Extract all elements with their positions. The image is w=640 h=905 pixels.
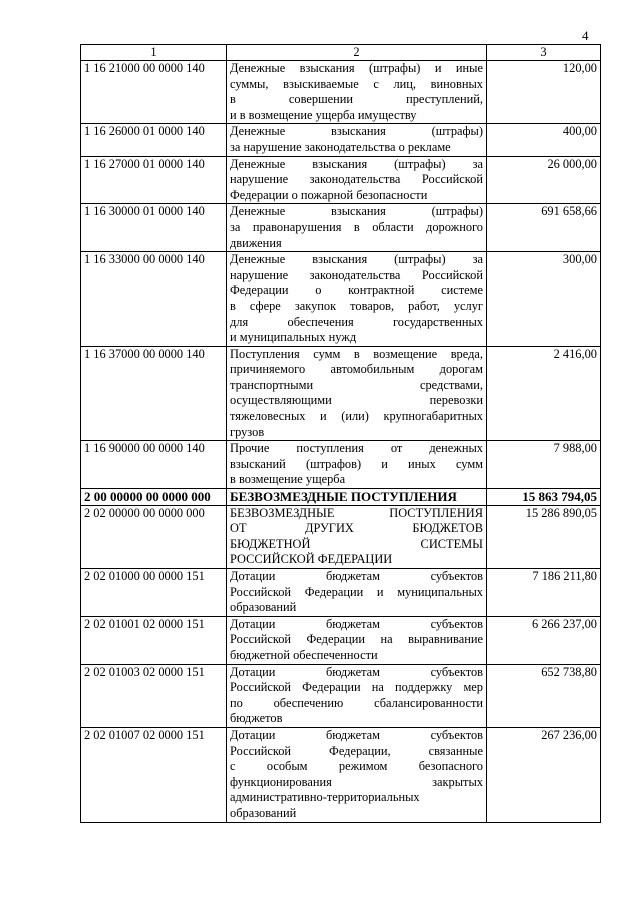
row-amount: 691 658,66 bbox=[487, 204, 601, 252]
description-line: БЕЗВОЗМЕЗДНЫЕ ПОСТУПЛЕНИЯ bbox=[230, 489, 457, 505]
row-description bbox=[227, 441, 487, 489]
description-line: административно-территориальных bbox=[230, 790, 420, 805]
description-line: за правонарушения в области дорожного bbox=[230, 219, 483, 234]
row-code: 1 16 90000 00 0000 140 bbox=[81, 441, 227, 489]
description-line: суммы, взыскиваемые с лиц, виновных bbox=[230, 76, 483, 91]
table-row bbox=[81, 61, 601, 124]
table-row bbox=[81, 505, 601, 568]
description-line: Федерации о контрактной системе bbox=[230, 283, 483, 298]
row-amount: 300,00 bbox=[487, 252, 601, 347]
row-code: 2 02 01000 00 0000 151 bbox=[81, 569, 227, 617]
table-row bbox=[81, 346, 601, 441]
description-line: с особым режимом безопасного bbox=[230, 759, 483, 774]
description-line: Российской Федерации и муниципальных bbox=[230, 584, 483, 599]
row-code: 1 16 33000 00 0000 140 bbox=[81, 252, 227, 347]
description-line: по обеспечению сбалансированности bbox=[230, 695, 483, 710]
row-code: 2 02 01007 02 0000 151 bbox=[81, 727, 227, 822]
description-line: Дотации бюджетам субъектов bbox=[230, 727, 483, 742]
row-description bbox=[227, 489, 487, 506]
description-line: функционирования закрытых bbox=[230, 774, 483, 789]
description-line: БЕЗВОЗМЕЗДНЫЕ ПОСТУПЛЕНИЯ bbox=[230, 505, 483, 520]
description-line: тяжеловесных и (или) крупногабаритных bbox=[230, 409, 483, 424]
row-amount: 15 863 794,05 bbox=[487, 489, 601, 506]
description-line: в возмещение ущерба bbox=[230, 472, 346, 487]
header-col-1: 1 bbox=[81, 45, 227, 61]
description-line: Дотации бюджетам субъектов bbox=[230, 664, 483, 679]
row-amount: 652 738,80 bbox=[487, 664, 601, 727]
description-line: Российской Федерации на поддержку мер bbox=[230, 680, 483, 695]
row-description bbox=[227, 124, 487, 156]
row-description bbox=[227, 569, 487, 617]
description-line: бюджетов bbox=[230, 711, 283, 726]
table-row bbox=[81, 441, 601, 489]
row-description bbox=[227, 61, 487, 124]
description-line: Прочие поступления от денежных bbox=[230, 441, 483, 456]
description-line: Денежные взыскания (штрафы) bbox=[230, 204, 483, 219]
row-code: 1 16 26000 01 0000 140 bbox=[81, 124, 227, 156]
description-line: и в возмещение ущерба имуществу bbox=[230, 107, 417, 122]
description-line: бюджетной обеспеченности bbox=[230, 647, 378, 662]
description-line: нарушение законодательства Российской bbox=[230, 172, 483, 187]
row-description bbox=[227, 156, 487, 204]
row-description bbox=[227, 204, 487, 252]
description-line: для обеспечения государственных bbox=[230, 314, 483, 329]
row-description bbox=[227, 346, 487, 441]
description-line: грузов bbox=[230, 424, 265, 439]
description-line: Дотации бюджетам субъектов bbox=[230, 616, 483, 631]
row-amount: 26 000,00 bbox=[487, 156, 601, 204]
header-col-3: 3 bbox=[487, 45, 601, 61]
header-col-2: 2 bbox=[227, 45, 487, 61]
row-amount: 7 186 211,80 bbox=[487, 569, 601, 617]
table-row bbox=[81, 156, 601, 204]
description-line: и муниципальных нужд bbox=[230, 330, 357, 345]
description-line: транспортными средствами, bbox=[230, 377, 483, 392]
row-description bbox=[227, 252, 487, 347]
description-line: Поступления сумм в возмещение вреда, bbox=[230, 346, 483, 361]
row-description bbox=[227, 616, 487, 664]
row-amount: 267 236,00 bbox=[487, 727, 601, 822]
budget-table bbox=[80, 44, 601, 823]
row-amount: 6 266 237,00 bbox=[487, 616, 601, 664]
page-number: 4 bbox=[582, 28, 589, 43]
table-row bbox=[81, 489, 601, 506]
table-row bbox=[81, 252, 601, 347]
row-amount: 2 416,00 bbox=[487, 346, 601, 441]
row-code: 2 02 00000 00 0000 000 bbox=[81, 505, 227, 568]
table-row bbox=[81, 727, 601, 822]
description-line: Российской Федерации, связанные bbox=[230, 743, 483, 758]
row-code: 2 02 01001 02 0000 151 bbox=[81, 616, 227, 664]
description-line: РОССИЙСКОЙ ФЕДЕРАЦИИ bbox=[230, 552, 393, 567]
description-line: за нарушение законодательства о рекламе bbox=[230, 139, 451, 154]
table-row bbox=[81, 569, 601, 617]
row-code: 1 16 27000 01 0000 140 bbox=[81, 156, 227, 204]
row-code: 2 02 01003 02 0000 151 bbox=[81, 664, 227, 727]
table-row bbox=[81, 124, 601, 156]
row-description bbox=[227, 505, 487, 568]
description-line: причиняемого автомобильным дорогам bbox=[230, 362, 483, 377]
description-line: в сфере закупок товаров, работ, услуг bbox=[230, 298, 483, 313]
description-line: Дотации бюджетам субъектов bbox=[230, 569, 483, 583]
row-code: 1 16 30000 01 0000 140 bbox=[81, 204, 227, 252]
description-line: взысканий (штрафов) и иных сумм bbox=[230, 456, 483, 471]
row-code: 2 00 00000 00 0000 000 bbox=[81, 489, 227, 506]
table-row bbox=[81, 664, 601, 727]
description-line: ОТ ДРУГИХ БЮДЖЕТОВ bbox=[230, 521, 483, 536]
row-amount: 7 988,00 bbox=[487, 441, 601, 489]
description-line: в совершении преступлений, bbox=[230, 92, 483, 107]
row-amount: 120,00 bbox=[487, 61, 601, 124]
description-line: БЮДЖЕТНОЙ СИСТЕМЫ bbox=[230, 536, 483, 551]
table-row bbox=[81, 616, 601, 664]
row-code: 1 16 21000 00 0000 140 bbox=[81, 61, 227, 124]
description-line: образований bbox=[230, 805, 297, 820]
description-line: Денежные взыскания (штрафы) и иные bbox=[230, 61, 483, 75]
description-line: нарушение законодательства Российской bbox=[230, 267, 483, 282]
description-line: Денежные взыскания (штрафы) за bbox=[230, 156, 483, 171]
row-amount: 15 286 890,05 bbox=[487, 505, 601, 568]
row-description bbox=[227, 727, 487, 822]
description-line: Денежные взыскания (штрафы) bbox=[230, 124, 483, 139]
row-code: 1 16 37000 00 0000 140 bbox=[81, 346, 227, 441]
row-amount: 400,00 bbox=[487, 124, 601, 156]
description-line: Денежные взыскания (штрафы) за bbox=[230, 252, 483, 267]
table-header-row bbox=[81, 45, 601, 61]
description-line: осуществляющими перевозки bbox=[230, 393, 483, 408]
description-line: движения bbox=[230, 235, 282, 250]
description-line: Федерации о пожарной безопасности bbox=[230, 187, 428, 202]
description-line: Российской Федерации на выравнивание bbox=[230, 632, 483, 647]
table-row bbox=[81, 204, 601, 252]
description-line: образований bbox=[230, 600, 297, 615]
row-description bbox=[227, 664, 487, 727]
